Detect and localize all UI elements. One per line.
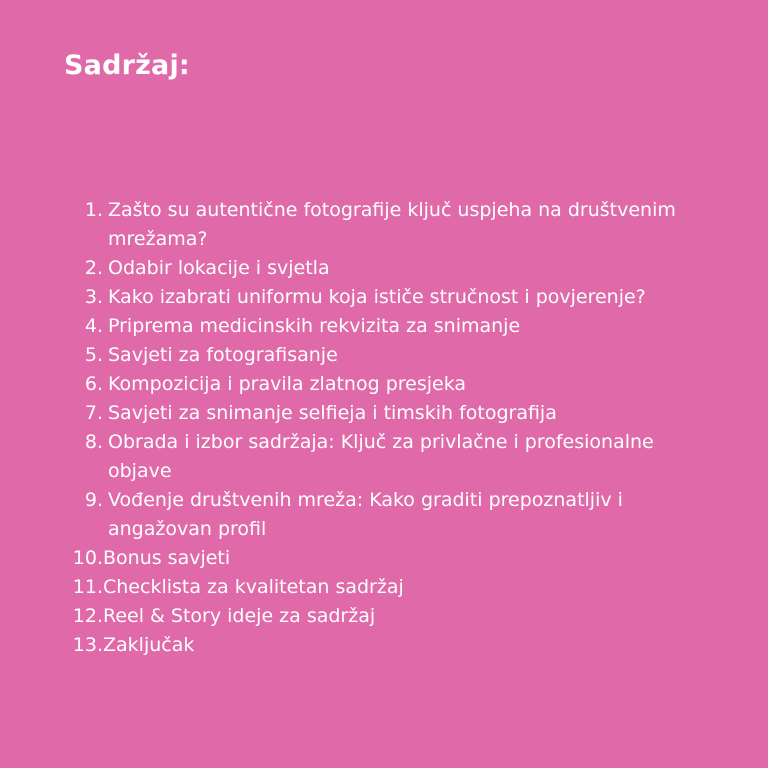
toc-item-12 xyxy=(64,602,704,631)
toc-item-2 xyxy=(64,254,704,283)
toc-item-4 xyxy=(64,312,704,341)
toc-item-number: 11. xyxy=(72,576,103,598)
toc-item-number: 5. xyxy=(84,344,103,366)
toc-item-5 xyxy=(64,341,704,370)
toc-item-text: Odabir lokacije i svjetla xyxy=(108,257,330,279)
toc-item-text: Zaključak xyxy=(103,634,195,656)
toc-item-text: Zašto su autentične fotografije ključ uspjeha na društvenim mrežama? xyxy=(108,199,676,250)
toc-item-text: Checklista za kvalitetan sadržaj xyxy=(103,576,404,598)
toc-item-text: Kako izabrati uniformu koja ističe stručnost i povjerenje? xyxy=(108,286,646,308)
toc-item-text: Reel & Story ideje za sadržaj xyxy=(103,605,376,627)
toc-item-number: 10. xyxy=(72,547,103,569)
toc-item-number: 12. xyxy=(72,605,103,627)
toc-item-number: 9. xyxy=(84,489,103,511)
toc-item-number: 1. xyxy=(84,199,103,221)
toc-item-text: Savjeti za snimanje selfieja i timskih fotografija xyxy=(108,402,557,424)
toc-item-text: Obrada i izbor sadržaja: Ključ za privlačne i profesionalne objave xyxy=(108,431,654,482)
table-of-contents xyxy=(64,196,704,660)
toc-item-number: 6. xyxy=(84,373,103,395)
toc-item-7 xyxy=(64,399,704,428)
toc-item-number: 3. xyxy=(84,286,103,308)
toc-item-8 xyxy=(64,428,704,486)
toc-item-3 xyxy=(64,283,704,312)
toc-item-text: Savjeti za fotografisanje xyxy=(108,344,338,366)
toc-item-number: 8. xyxy=(84,431,103,453)
toc-item-number: 2. xyxy=(84,257,103,279)
page-title: Sadržaj: xyxy=(64,50,190,81)
toc-item-text: Kompozicija i pravila zlatnog presjeka xyxy=(108,373,467,395)
toc-item-number: 4. xyxy=(84,315,103,337)
toc-item-number: 13. xyxy=(72,634,103,656)
toc-item-9 xyxy=(64,486,704,544)
toc-item-number: 7. xyxy=(84,402,103,424)
toc-item-1 xyxy=(64,196,704,254)
toc-item-11 xyxy=(64,573,704,602)
toc-item-text: Vođenje društvenih mreža: Kako graditi prepoznatljiv i angažovan profil xyxy=(108,489,623,540)
toc-item-10 xyxy=(64,544,704,573)
toc-item-text: Bonus savjeti xyxy=(103,547,231,569)
toc-item-13 xyxy=(64,631,704,660)
toc-item-text: Priprema medicinskih rekvizita za snimanje xyxy=(108,315,521,337)
toc-item-6 xyxy=(64,370,704,399)
